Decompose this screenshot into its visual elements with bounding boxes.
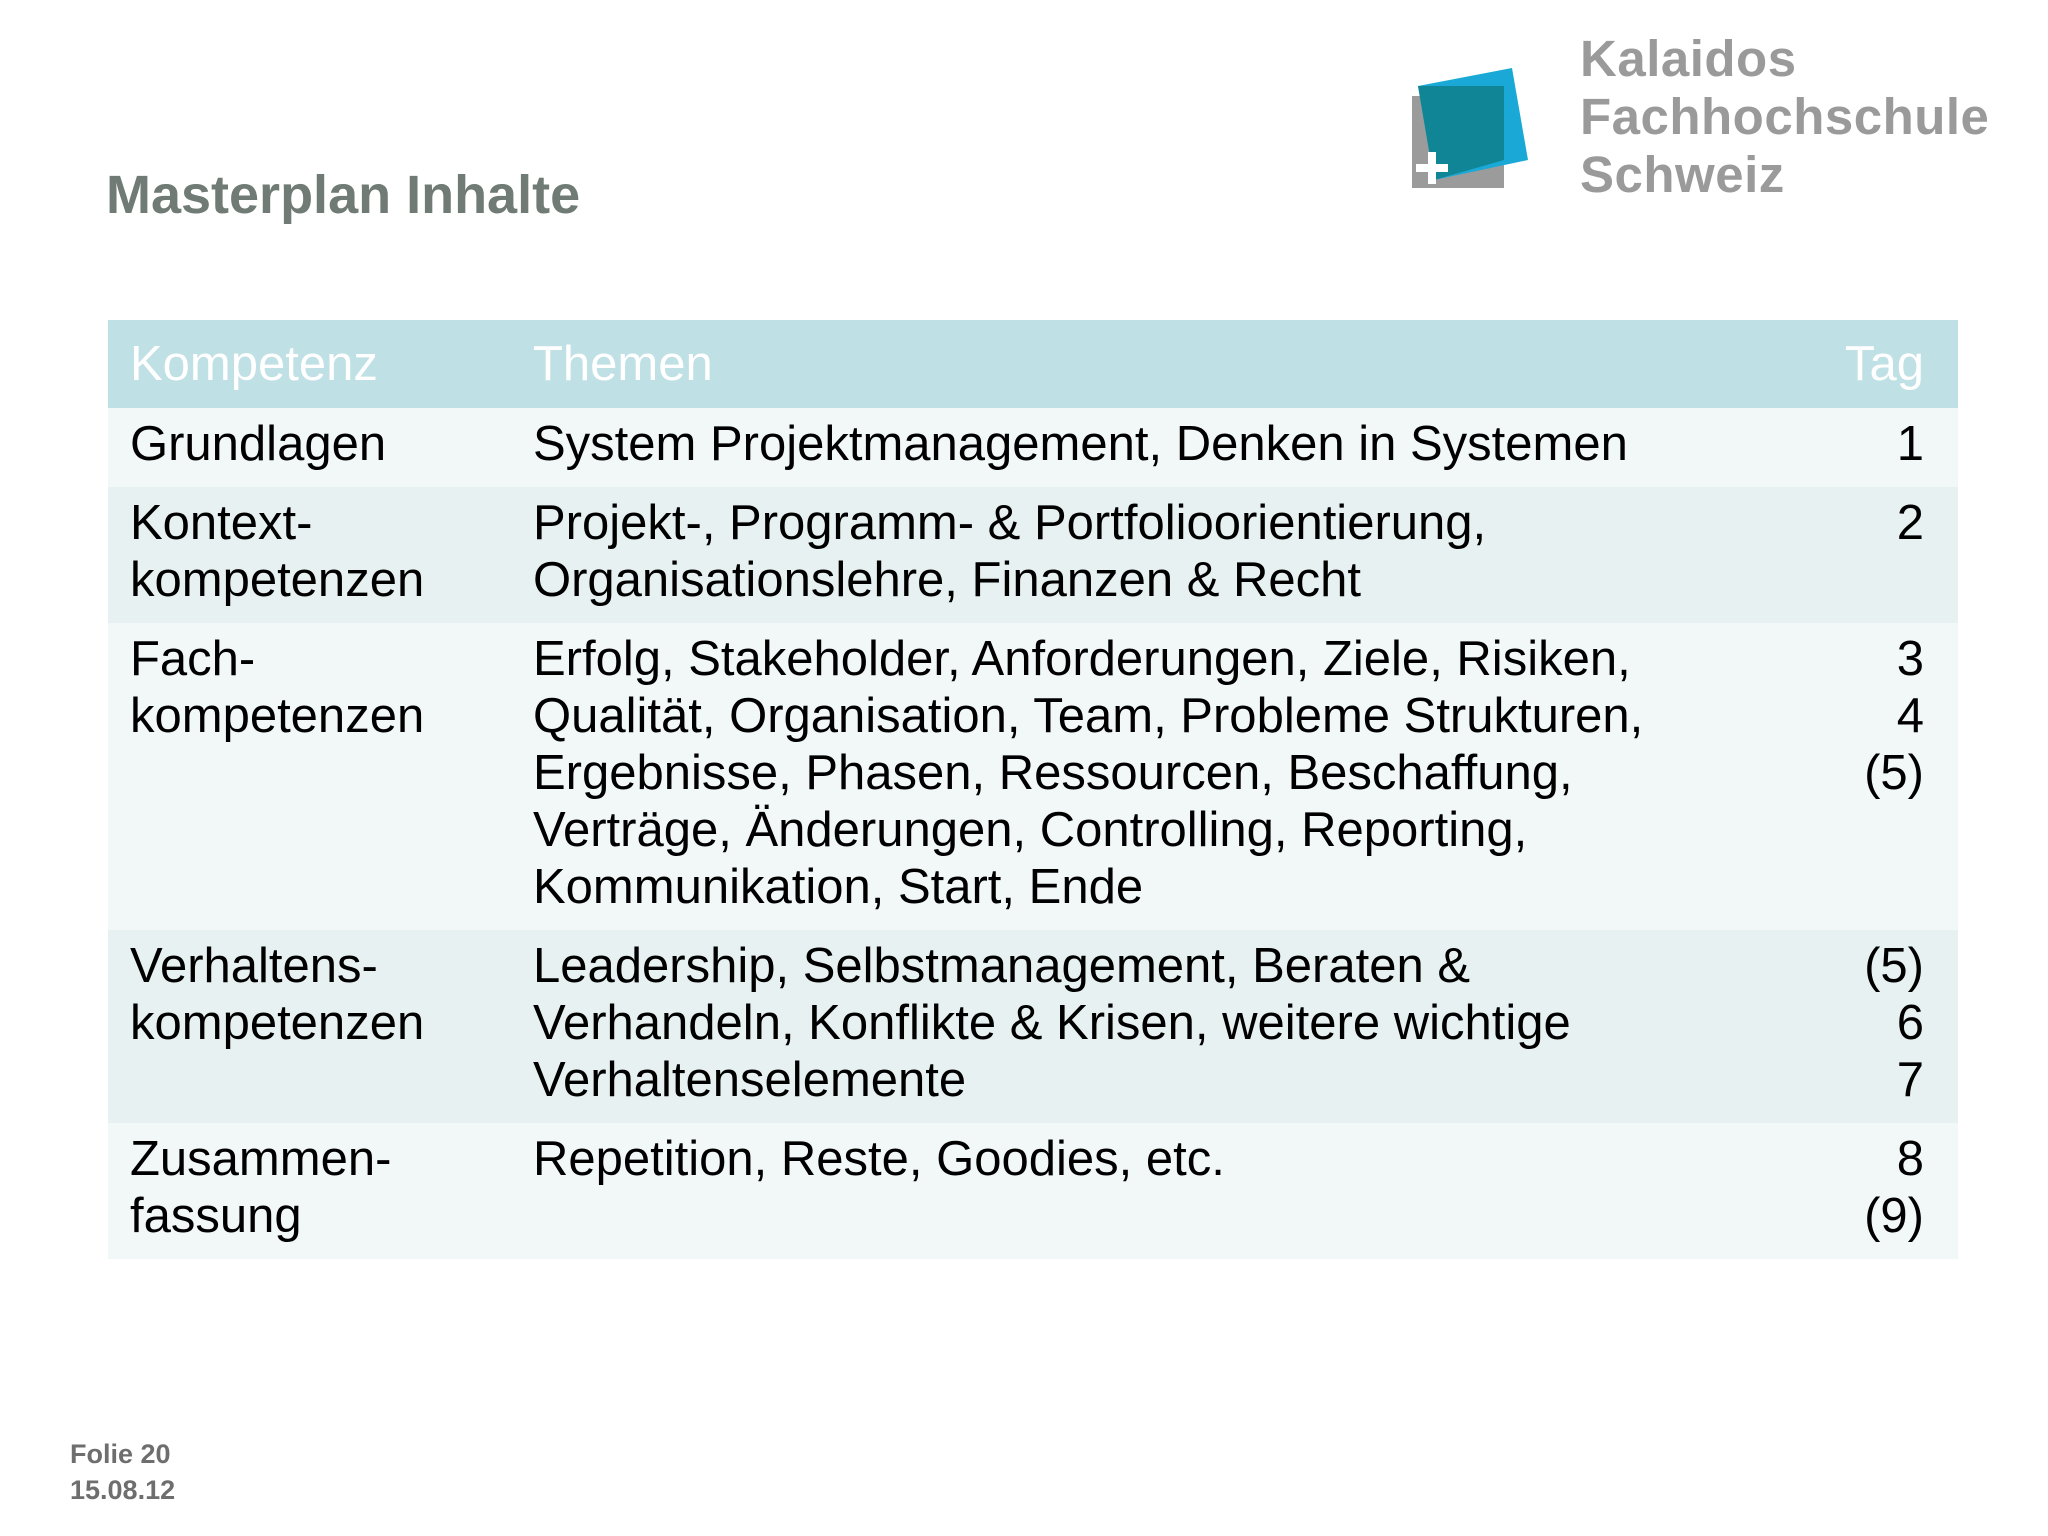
cell-line: (9) xyxy=(1864,1189,1924,1243)
table-row-grundlagen xyxy=(108,408,1958,487)
logo-mark-icon xyxy=(1400,58,1550,208)
cell-themen xyxy=(511,408,1758,487)
cell-tag xyxy=(1758,623,1958,930)
cell-themen xyxy=(511,930,1758,1123)
cell-tag xyxy=(1758,487,1958,623)
table-row-fachkompetenzen xyxy=(108,623,1958,930)
table-row-zusammenfassung xyxy=(108,1123,1958,1259)
table-header-row xyxy=(108,320,1958,408)
header-themen: Themen xyxy=(511,320,1758,408)
cell-line: Projekt-, Programm- & Portfolioorientierung, xyxy=(533,496,1487,550)
header-kompetenz: Kompetenz xyxy=(108,320,511,408)
cell-line: Kontext- xyxy=(130,496,313,550)
cell-line: System Projektmanagement, Denken in Systemen xyxy=(533,417,1628,471)
cell-line: Kommunikation, Start, Ende xyxy=(533,860,1144,914)
cell-kompetenz xyxy=(108,623,511,930)
cell-line: Qualität, Organisation, Team, Probleme Strukturen, xyxy=(533,689,1644,743)
cell-line: (5) xyxy=(1864,746,1924,800)
cell-line: 6 xyxy=(1896,996,1924,1050)
cell-line: Zusammen- xyxy=(130,1132,392,1186)
cell-themen xyxy=(511,487,1758,623)
slide-title: Masterplan Inhalte xyxy=(106,165,581,225)
cell-line: kompetenzen xyxy=(130,553,425,607)
cell-themen xyxy=(511,1123,1758,1259)
cell-line: Verhaltens- xyxy=(130,939,378,993)
logo-line-3: Schweiz xyxy=(1580,146,1785,203)
cell-line: Organisationslehre, Finanzen & Recht xyxy=(533,553,1361,607)
cell-kompetenz xyxy=(108,1123,511,1259)
cell-line: Verhandeln, Konflikte & Krisen, weitere wichtige xyxy=(533,996,1571,1050)
table-row-verhaltenskompetenzen xyxy=(108,930,1958,1123)
cell-line: Verträge, Änderungen, Controlling, Reporting, xyxy=(533,803,1528,857)
cell-line: 1 xyxy=(1896,417,1924,471)
cell-tag xyxy=(1758,1123,1958,1259)
cell-line: fassung xyxy=(130,1189,302,1243)
header-tag: Tag xyxy=(1758,320,1958,408)
cell-kompetenz xyxy=(108,487,511,623)
cell-line: kompetenzen xyxy=(130,996,425,1050)
table-row-kontextkompetenzen xyxy=(108,487,1958,623)
cell-kompetenz xyxy=(108,930,511,1123)
kalaidos-logo xyxy=(1400,30,2000,220)
cell-tag xyxy=(1758,930,1958,1123)
masterplan-table xyxy=(108,320,1958,1259)
cell-line: Fach- xyxy=(130,632,256,686)
cell-line: 3 xyxy=(1896,632,1924,686)
slide-number: Folie 20 xyxy=(70,1439,171,1469)
cell-line: Leadership, Selbstmanagement, Beraten & xyxy=(533,939,1471,993)
cell-line: 2 xyxy=(1896,496,1924,550)
cell-line: 4 xyxy=(1896,689,1924,743)
logo-wordmark xyxy=(1580,30,1989,204)
cell-line: Repetition, Reste, Goodies, etc. xyxy=(533,1132,1225,1186)
logo-line-1: Kalaidos xyxy=(1580,30,1797,87)
cell-kompetenz xyxy=(108,408,511,487)
cell-tag xyxy=(1758,408,1958,487)
cell-line: Erfolg, Stakeholder, Anforderungen, Ziele, Risiken, xyxy=(533,632,1631,686)
cell-line: 7 xyxy=(1896,1053,1924,1107)
cell-line: Ergebnisse, Phasen, Ressourcen, Beschaffung, xyxy=(533,746,1573,800)
cell-line: Verhaltenselemente xyxy=(533,1053,967,1107)
cell-line: Grundlagen xyxy=(130,417,387,471)
cell-line: 8 xyxy=(1896,1132,1924,1186)
slide-footer xyxy=(70,1436,175,1508)
slide-date: 15.08.12 xyxy=(70,1475,176,1505)
cell-line: (5) xyxy=(1864,939,1924,993)
cell-line: kompetenzen xyxy=(130,689,425,743)
cell-themen xyxy=(511,623,1758,930)
logo-line-2: Fachhochschule xyxy=(1580,88,1990,145)
